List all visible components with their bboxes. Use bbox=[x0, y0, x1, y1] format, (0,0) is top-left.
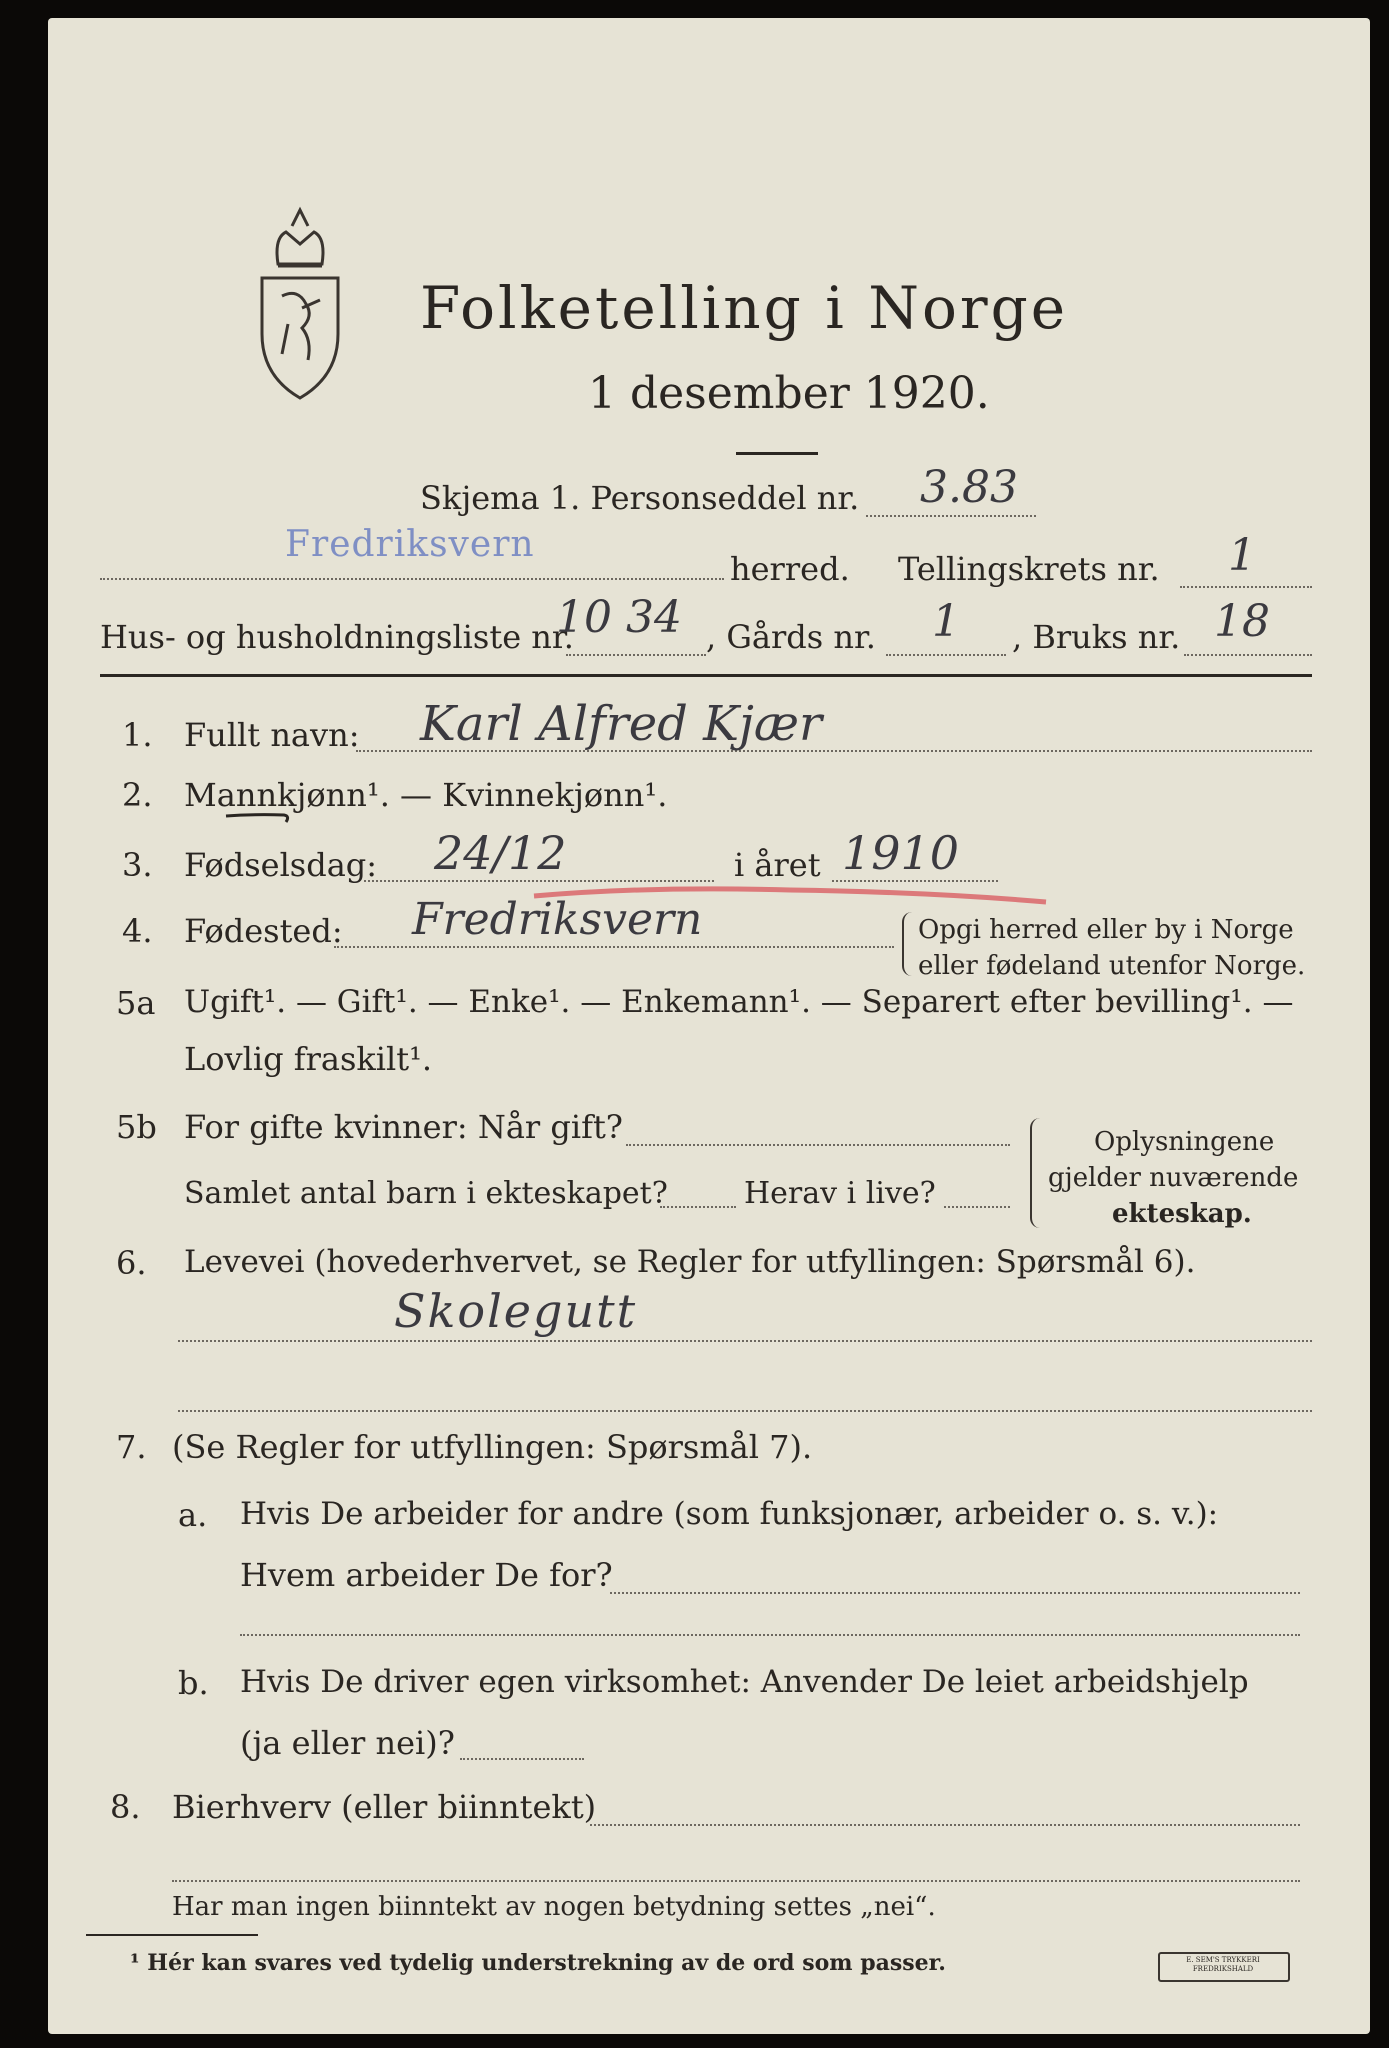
husholdningsliste-number: 10 34 bbox=[556, 592, 682, 643]
married-when-label: For gifte kvinner: Når gift? bbox=[184, 1108, 623, 1146]
gender-options: Mannkjønn¹. — Kvinnekjønn¹. bbox=[184, 776, 668, 814]
birthplace-note-line2: eller fødeland utenfor Norge. bbox=[918, 951, 1306, 981]
tellingskrets-label: Tellingskrets nr. bbox=[898, 550, 1160, 588]
husholdningsliste-label: Hus- og husholdningsliste nr. bbox=[100, 618, 574, 656]
occupation-line-1 bbox=[178, 1340, 1312, 1342]
q7-number: 7. bbox=[116, 1428, 147, 1466]
q8-number: 8. bbox=[110, 1788, 141, 1826]
secondary-income-label: Bierhverv (eller biinntekt) bbox=[172, 1788, 597, 1826]
q1-number: 1. bbox=[122, 716, 153, 754]
census-date: 1 desember 1920. bbox=[588, 368, 990, 419]
q7b-line2: (ja eller nei)? bbox=[240, 1724, 455, 1762]
children-total-label: Samlet antal barn i ekteskapet? bbox=[184, 1176, 668, 1211]
q2-number: 2. bbox=[122, 776, 153, 814]
occupation-line-2 bbox=[178, 1410, 1312, 1412]
gards-number: 1 bbox=[932, 596, 960, 647]
q7b-line1: Hvis De driver egen virksomhet: Anvender De leiet arbeidshjelp bbox=[240, 1664, 1249, 1700]
birthplace-note-line1: Opgi herred eller by i Norge bbox=[918, 915, 1294, 945]
children-alive-line bbox=[944, 1206, 1010, 1208]
herred-label: herred. bbox=[730, 550, 850, 588]
q4-label: Fødested: bbox=[184, 912, 343, 950]
personseddel-label: Skjema 1. Personseddel nr. bbox=[420, 479, 860, 517]
form-title: Folketelling i Norge bbox=[420, 274, 1069, 342]
tellingskrets-line bbox=[1180, 586, 1312, 588]
employer-line-2 bbox=[240, 1634, 1300, 1636]
husholdningsliste-line bbox=[566, 654, 706, 656]
married-when-line bbox=[626, 1144, 1010, 1146]
q3-number: 3. bbox=[122, 846, 153, 884]
secondary-income-line-2 bbox=[172, 1880, 1300, 1882]
bruks-label: , Bruks nr. bbox=[1012, 618, 1181, 656]
title-divider bbox=[736, 452, 818, 455]
header-divider bbox=[100, 674, 1312, 677]
marital-options-cont: Lovlig fraskilt¹. bbox=[184, 1040, 433, 1078]
herred-line bbox=[100, 578, 724, 580]
gards-line bbox=[886, 654, 1006, 656]
occupation-value: Skolegutt bbox=[394, 1284, 638, 1338]
bruks-line bbox=[1184, 654, 1312, 656]
personseddel-line bbox=[866, 515, 1036, 517]
birthday-value: 24/12 bbox=[434, 826, 567, 880]
q4-number: 4. bbox=[122, 912, 153, 950]
marriage-note-brace bbox=[1030, 1118, 1044, 1228]
q6-number: 6. bbox=[116, 1244, 147, 1282]
q7-label: (Se Regler for utfyllingen: Spørsmål 7). bbox=[172, 1428, 813, 1466]
gards-label: , Gårds nr. bbox=[706, 618, 876, 656]
secondary-income-line-1 bbox=[590, 1824, 1300, 1826]
marriage-note-line2: gjelder nuværende bbox=[1048, 1163, 1299, 1193]
q7b-letter: b. bbox=[178, 1664, 209, 1702]
q5a-number: 5a bbox=[116, 984, 156, 1022]
q7a-line1: Hvis De arbeider for andre (som funksjonær, arbeider o. s. v.): bbox=[240, 1496, 1219, 1532]
tellingskrets-number: 1 bbox=[1228, 530, 1256, 581]
q5b-number: 5b bbox=[116, 1108, 157, 1146]
q3-label: Fødselsdag: bbox=[184, 846, 378, 884]
bruks-number: 18 bbox=[1214, 596, 1270, 647]
employer-line-1 bbox=[610, 1592, 1300, 1594]
q7a-line2: Hvem arbeider De for? bbox=[240, 1556, 613, 1594]
gender-underline-mark bbox=[224, 810, 292, 826]
footnote: ¹ Hér kan svares ved tydelig understrekning av de ord som passer. bbox=[130, 1950, 946, 1976]
full-name-value: Karl Alfred Kjær bbox=[420, 696, 822, 752]
q1-label: Fullt navn: bbox=[184, 716, 360, 754]
birth-year-value: 1910 bbox=[842, 826, 960, 880]
children-total-line bbox=[660, 1206, 736, 1208]
q7a-letter: a. bbox=[178, 1496, 208, 1534]
norway-coat-of-arms-icon bbox=[252, 204, 348, 404]
personseddel-number: 3.83 bbox=[920, 462, 1018, 513]
marital-options: Ugift¹. — Gift¹. — Enke¹. — Enkemann¹. — Separert efter bevilling¹. — bbox=[184, 984, 1294, 1020]
printer-stamp-text: E. SEM'S TRYKKERI FREDRIKSHALD bbox=[1186, 1956, 1260, 1973]
secondary-income-note: Har man ingen biinntekt av nogen betydning settes „nei“. bbox=[172, 1892, 936, 1922]
birthplace-value: Fredriksvern bbox=[412, 894, 703, 945]
marriage-note-line1: Oplysningene bbox=[1094, 1127, 1275, 1157]
year-label: i året bbox=[734, 846, 821, 884]
birthplace-line bbox=[334, 946, 894, 948]
occupation-label: Levevei (hovederhvervet, se Regler for utfyllingen: Spørsmål 6). bbox=[184, 1244, 1196, 1280]
birthplace-note-brace bbox=[902, 912, 916, 976]
herred-stamp: Fredriksvern bbox=[285, 524, 535, 565]
hired-help-line bbox=[460, 1758, 584, 1760]
footnote-divider bbox=[86, 1934, 258, 1936]
children-alive-label: Herav i live? bbox=[744, 1176, 936, 1211]
marriage-note-line3: ekteskap. bbox=[1112, 1199, 1252, 1229]
